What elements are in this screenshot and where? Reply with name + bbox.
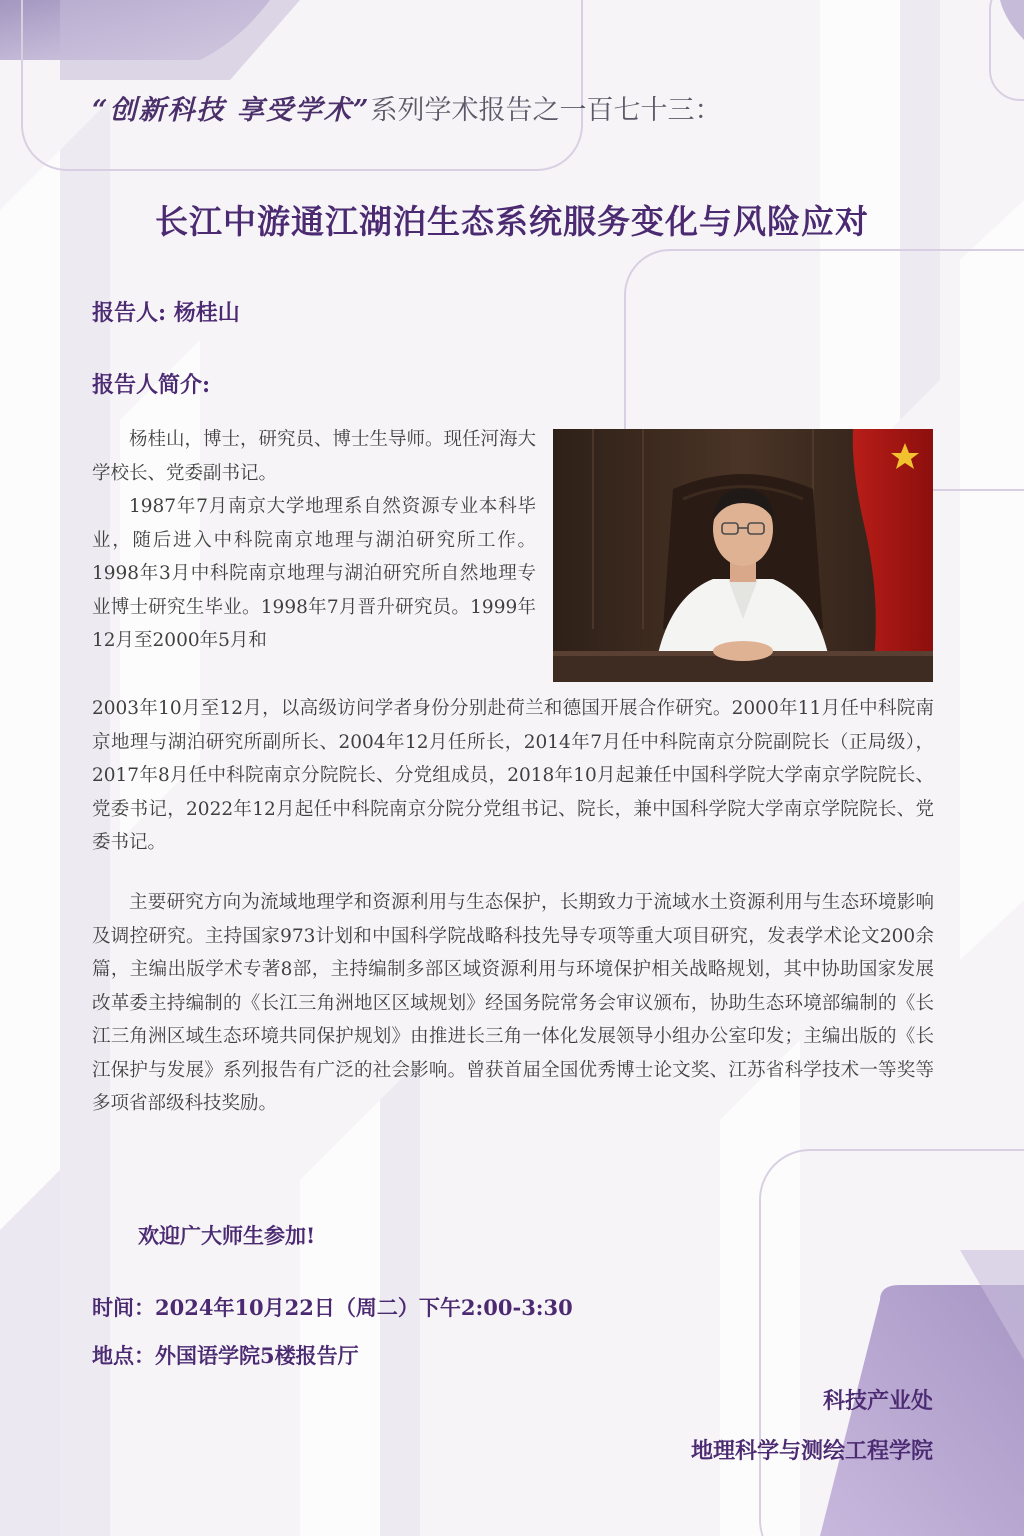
organizer-2: 地理科学与测绘工程学院 — [690, 1438, 933, 1464]
bio-paragraph-2-rest: 2003年10月至12月，以高级访问学者身份分别赴荷兰和德国开展合作研究。2000年11月任中科院南京地理与湖泊研究所副所长、2004年12月任所长，2014年7月任中科院南京分院副院长（正局级），2017年8月任中科院南京分院院长、分党组成员，2018年10月起兼任中国科学院大学南京学院院长、党委书记，2022年12月起任中科院南京分院分党组书记、院长，兼中国科学院大学南京学院院长、党委书记。 — [92, 698, 934, 853]
report-title: 长江中游通江湖泊生态系统服务变化与风险应对 — [155, 202, 869, 241]
bio-paragraph-2-continued — [92, 692, 934, 860]
research-section — [92, 886, 934, 1121]
slogan: “创新科技 享受学术” — [92, 95, 371, 126]
event-place: 地点：外国语学院5楼报告厅 — [92, 1343, 359, 1368]
welcome-text: 欢迎广大师生参加! — [138, 1223, 316, 1248]
speaker-photo — [553, 429, 933, 682]
bio-paragraph-3: 主要研究方向为流域地理学和资源利用与生态保护，长期致力于流域水土资源利用与生态环境影响及调控研究。主持国家973计划和中国科学院战略科技先导专项等重大项目研究，发表学术论文200余篇，主编出版学术专著8部，主持编制多部区域资源利用与环境保护相关战略规划，其中协助国家发展改革委主持编制的《长江三角洲地区区域规划》经国务院常务会审议颁布，协助生态环境部编制的《长江三角洲区域生态环境共同保护规划》由推进长三角一体化发展领导小组办公室印发；主编出版的《长江保护与发展》系列报告有广泛的社会影响。曾获首届全国优秀博士论文奖、江苏省科学技术一等奖等多项省部级科技奖励。 — [92, 892, 934, 1114]
bio-heading: 报告人简介: — [92, 372, 211, 398]
speaker-label: 报告人: 杨桂山 — [92, 300, 240, 326]
series-header — [92, 88, 721, 127]
speaker-portrait-illustration — [553, 429, 933, 682]
series-number: 系列学术报告之一百七十三： — [370, 95, 722, 126]
bio-paragraph-1: 杨桂山，博士，研究员、博士生导师。现任河海大学校长、党委副书记。 — [92, 429, 537, 484]
organizer-1: 科技产业处 — [822, 1388, 933, 1414]
bio-paragraph-2-start: 1987年7月南京大学地理系自然资源专业本科毕业，随后进入中科院南京地理与湖泊研究所工作。1998年3月中科院南京地理与湖泊研究所自然地理专业博士研究生毕业。1998年7月晋升研究员。1999年12月至2000年5月和 — [92, 496, 536, 651]
event-time: 时间：2024年10月22日（周二）下午2:00-3:30 — [92, 1295, 573, 1320]
bio-left-column — [92, 423, 536, 658]
